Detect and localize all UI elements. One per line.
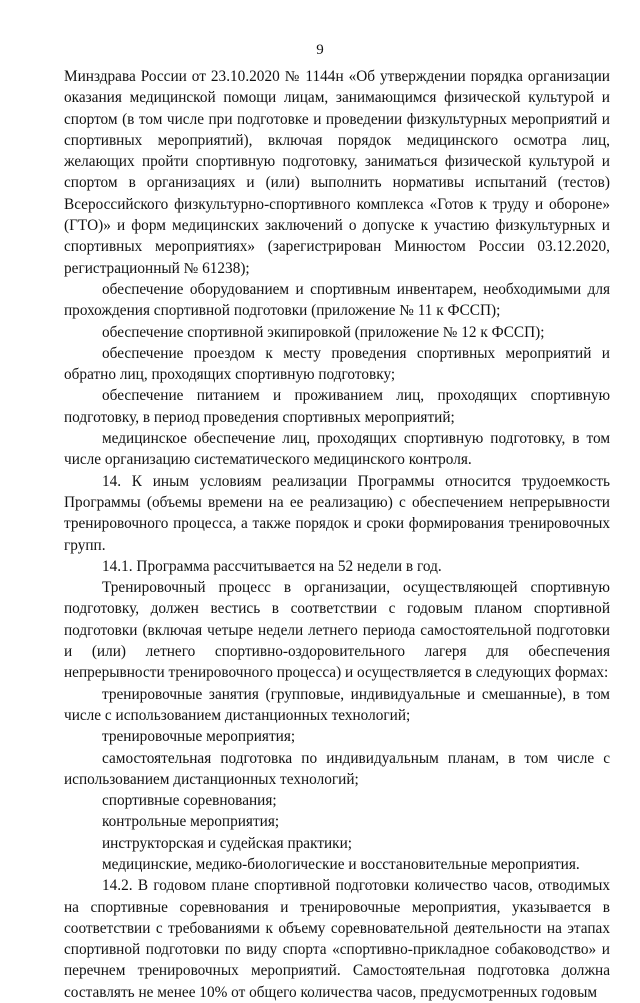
body-text bbox=[64, 66, 610, 1003]
paragraph-7: 14. К иным условиям реализации Программы относится трудоемкость Программы (объемы времени на ее реализацию) с обеспечением непрерывности тренировочного процесса, а также порядок и сроки формирования тренировочных групп. bbox=[64, 472, 610, 554]
paragraph-6: медицинское обеспечение лиц, проходящих спортивную подготовку, в том числе организацию систематического медицинского контроля. bbox=[64, 430, 610, 469]
paragraph-15: инструкторская и судейская практики; bbox=[102, 834, 353, 852]
paragraph-11: тренировочные мероприятия; bbox=[102, 728, 296, 746]
paragraph-1: Минздрава России от 23.10.2020 № 1144н «Об утверждении порядка организации оказания медицинской помощи лицам, занимающимся физической культурой и спортом (в том числе при подготовке и проведении физкультурных мероприятий и спортивных мероприятий), включая порядок медицинского осмотра лиц, желающих пройти спортивную подготовку, заниматься физической культурой и спортом в организациях и (или) выполнить нормативы испытаний (тестов) Всероссийского физкультурно-спортивного комплекса «Готов к труду и обороне» (ГТО)» и форм медицинских заключений о допуске к участию физкультурных и спортивных мероприятиях» (зарегистрирован Минюстом России 03.12.2020, регистрационный № 61238); bbox=[64, 68, 610, 277]
paragraph-2: обеспечение оборудованием и спортивным инвентарем, необходимыми для прохождения спортивной подготовки (приложение № 11 к ФССП); bbox=[64, 280, 610, 320]
paragraph-8: 14.1. Программа рассчитывается на 52 недели в год. bbox=[102, 557, 442, 575]
paragraph-9: Тренировочный процесс в организации, осуществляющей спортивную подготовку, должен вестись в соответствии с годовым планом спортивной подготовки (включая четыре недели летнего периода самостоятельной подготовки и (или) летнего спортивно-оздоровительного лагеря для обеспечения непрерывности тренировочного процесса) и осуществляется в следующих формах: bbox=[64, 579, 610, 682]
paragraph-12: самостоятельная подготовка по индивидуальным планам, в том числе с использованием дистанционных технологий; bbox=[64, 749, 610, 788]
paragraph-16: медицинские, медико-биологические и восстановительные мероприятия. bbox=[102, 855, 580, 873]
paragraph-4: обеспечение проездом к месту проведения спортивных мероприятий и обратно лиц, проходящих спортивную подготовку; bbox=[64, 344, 610, 384]
paragraph-14: контрольные мероприятия; bbox=[102, 813, 280, 831]
paragraph-5: обеспечение питанием и проживанием лиц, проходящих спортивную подготовку, в период проведения спортивных мероприятий; bbox=[64, 387, 610, 426]
page-number: 9 bbox=[316, 42, 324, 58]
paragraph-17: 14.2. В годовом плане спортивной подготовки количество часов, отводимых на спортивные соревнования и тренировочные мероприятия, указывается в соответствии с требованиями к объему соревновательной деятельности на этапах спортивной подготовки по виду спорта «спортивно-прикладное собаководство» и перечнем тренировочных мероприятий. Самостоятельная подготовка должна составлять не менее 10% от общего количества часов, предусмотренных годовым bbox=[64, 877, 610, 1001]
paragraph-10: тренировочные занятия (групповые, индивидуальные и смешанные), в том числе с использованием дистанционных технологий; bbox=[64, 685, 610, 724]
paragraph-3: обеспечение спортивной экипировкой (приложение № 12 к ФССП); bbox=[102, 323, 545, 341]
paragraph-13: спортивные соревнования; bbox=[102, 792, 277, 810]
